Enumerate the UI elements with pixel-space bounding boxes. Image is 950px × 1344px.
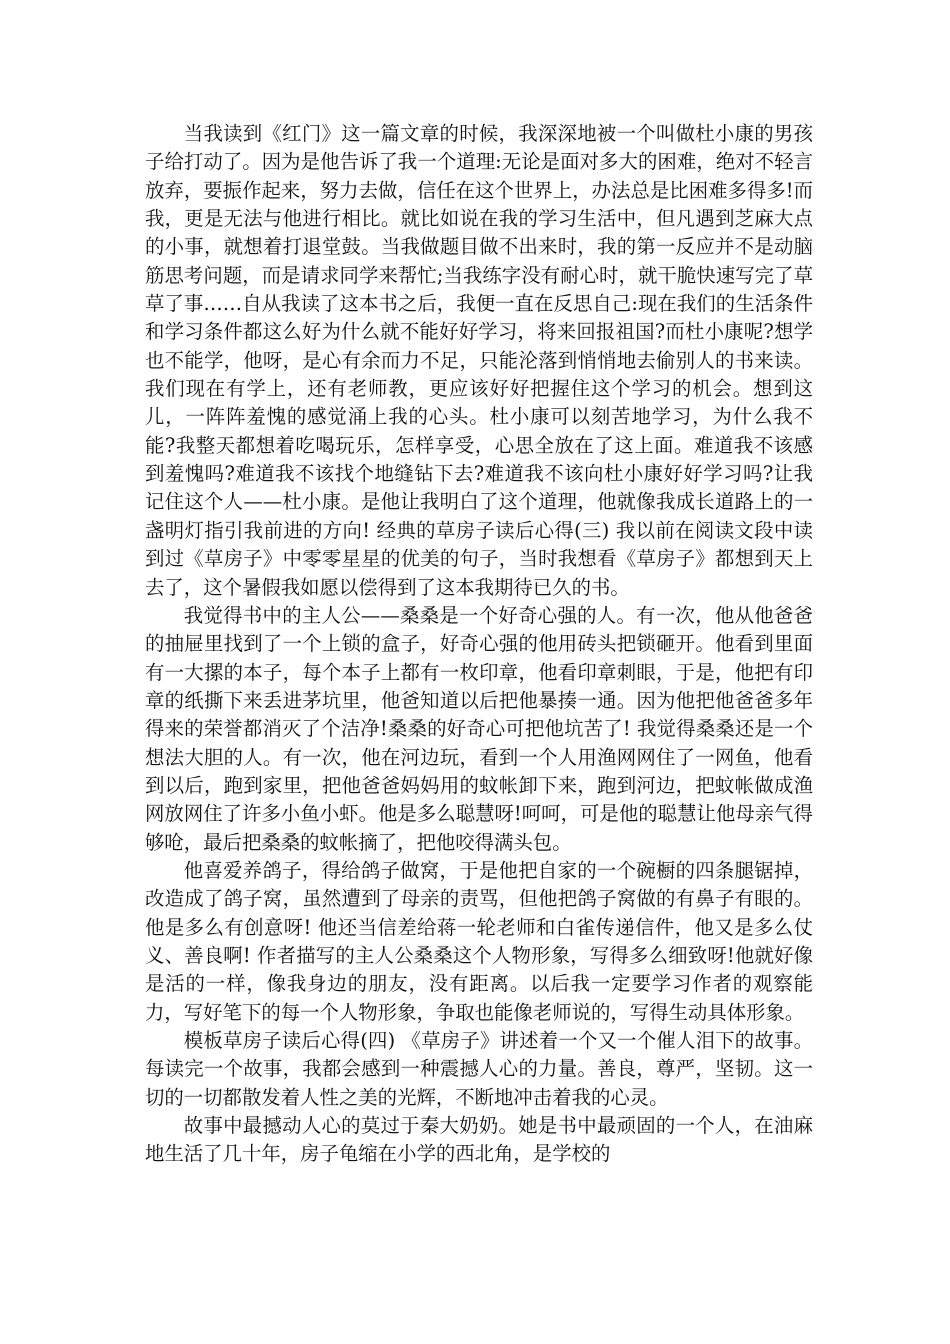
paragraph-4: 模板草房子读后心得(四) 《草房子》讲述着一个又一个催人泪下的故事。每读完一个故事，我都会感到一种震撼人心的力量。善良，尊严，坚韧。这一切的一切都散发着人性之美的光辉，不断地冲击着我的心灵。 — [145, 1029, 813, 1109]
paragraph-5: 故事中最撼动人心的莫过于秦大奶奶。她是书中最顽固的一个人，在油麻地生活了几十年，房子龟缩在小学的西北角，是学校的 — [145, 1114, 813, 1166]
body-text — [145, 120, 813, 1169]
paragraph-3: 他喜爱养鸽子，得给鸽子做窝，于是他把自家的一个碗橱的四条腿锯掉，改造成了鸽子窝，虽然遭到了母亲的责骂，但他把鸽子窝做的有鼻子有眼的。他是多么有创意呀! 他还当信差给蒋一轮老师和白雀传递信件，他又是多么仗义、善良啊! 作者描写的主人公桑桑这个人物形象，写得多么细致呀!他就好像是活的一样，像我身边的朋友，没有距离。以后我一定要学习作者的观察能力，写好笔下的每一个人物形象，争取也能像老师说的，写得生动具体形象。 — [145, 858, 813, 1024]
paragraph-2: 我觉得书中的主人公——桑桑是一个好奇心强的人。有一次，他从他爸爸的抽屉里找到了一个上锁的盒子，好奇心强的他用砖头把锁砸开。他看到里面有一大摞的本子，每个本子上都有一枚印章，他看印章刺眼，于是，他把有印章的纸撕下来丢进茅坑里，他爸知道以后把他暴揍一通。因为他把他爸爸多年得来的荣誉都消灭了个洁净!桑桑的好奇心可把他坑苦了! 我觉得桑桑还是一个想法大胆的人。有一次，他在河边玩，看到一个人用渔网网住了一网鱼，他看到以后，跑到家里，把他爸爸妈妈用的蚊帐卸下来，跑到河边，把蚊帐做成渔网放网住了许多小鱼小虾。他是多么聪慧呀!呵呵，可是他的聪慧让他母亲气得够呛，最后把桑桑的蚊帐摘了，把他咬得满头包。 — [145, 603, 813, 854]
paragraph-1: 当我读到《红门》这一篇文章的时候，我深深地被一个叫做杜小康的男孩子给打动了。因为是他告诉了我一个道理:无论是面对多大的困难，绝对不轻言放弃，要振作起来，努力去做，信任在这个世界上，办法总是比困难多得多!而我，更是无法与他进行相比。就比如说在我的学习生活中，但凡遇到芝麻大点的小事，就想着打退堂鼓。当我做题目做不出来时，我的第一反应并不是动脑筋思考问题，而是请求同学来帮忙;当我练字没有耐心时，就干脆快速写完了草草了事……自从我读了这本书之后，我便一直在反思自己:现在我们的生活条件和学习条件都这么好为什么就不能好好学习，将来回报祖国?而杜小康呢?想学也不能学，他呀，是心有余而力不足，只能沦落到悄悄地去偷别人的书来读。我们现在有学上，还有老师教，更应该好好把握住这个学习的机会。想到这儿，一阵阵羞愧的感觉涌上我的心头。杜小康可以刻苦地学习，为什么我不能?我整天都想着吃喝玩乐，怎样享受，心思全放在了这上面。难道我不该感到羞愧吗?难道我不该找个地缝钻下去?难道我不该向杜小康好好学习吗?让我记住这个人——杜小康。是他让我明白了这个道理，他就像我成长道路上的一盏明灯指引我前进的方向! 经典的草房子读后心得(三) 我以前在阅读文段中读到过《草房子》中零零星星的优美的句子，当时我想看《草房子》都想到天上去了，这个暑假我如愿以偿得到了这本我期待已久的书。 — [145, 122, 813, 599]
